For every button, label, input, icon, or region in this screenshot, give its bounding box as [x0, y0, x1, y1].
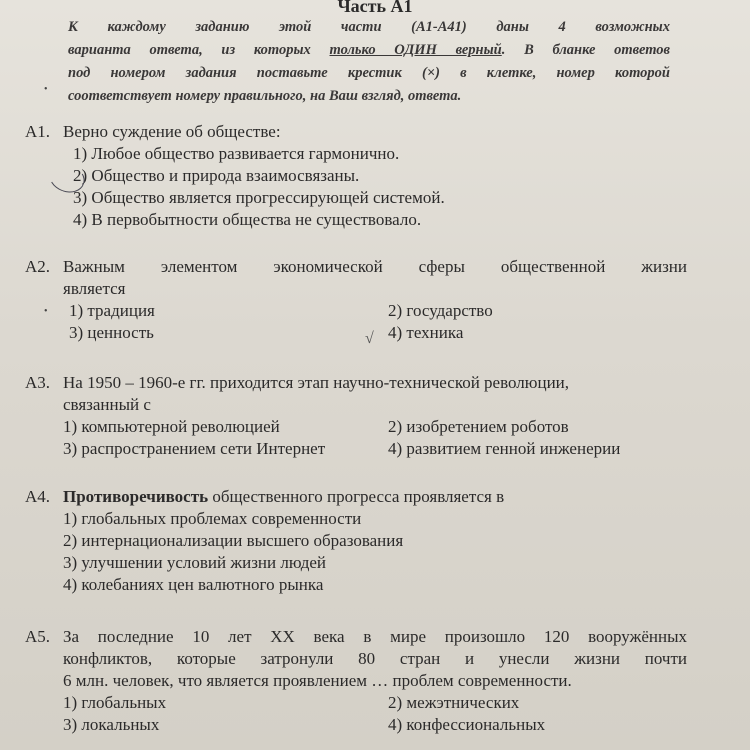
option-4: 4) конфессиональных	[388, 715, 546, 734]
question-number: А2.	[25, 257, 51, 276]
question-number: А4.	[25, 487, 51, 506]
question-number: А5.	[25, 627, 51, 646]
option-1: 1) традиция	[69, 301, 155, 320]
question-stem-line-3: 6 млн. человек, что является проявлением … проблем современности.	[63, 671, 572, 690]
pen-dot: •	[44, 84, 48, 95]
option-4: 4) техника	[388, 323, 464, 342]
options-grid	[63, 300, 687, 344]
page-title: Часть А1	[337, 0, 413, 16]
question-stem: Противоречивость общественного прогресса проявляется в	[63, 487, 505, 506]
check-mark: √	[365, 330, 374, 347]
question-stem-line-1: За последние 10 лет XX века в мире произошло 120 вооружённых	[63, 627, 687, 646]
question-stem: Верно суждение об обществе:	[63, 122, 281, 141]
option-1: 1) глобальных	[63, 693, 167, 712]
question-stem-line-1: Важным элементом экономической сферы общественной жизни	[63, 257, 687, 276]
option-1: 1) Любое общество развивается гармонично.	[73, 144, 400, 163]
question-stem-line-2: является	[63, 279, 126, 298]
question-a4	[25, 486, 687, 596]
option-2: 2) интернационализации высшего образования	[63, 531, 404, 550]
option-2: 2) государство	[388, 301, 493, 320]
question-a2	[25, 256, 687, 344]
option-2: 2) межэтнических	[388, 693, 520, 712]
option-4: 4) развитием генной инженерии	[388, 439, 621, 458]
stem-emphasis: Противоречивость	[63, 487, 209, 506]
option-4: 4) колебаниях цен валютного рынка	[63, 575, 324, 594]
question-number: А3.	[25, 373, 51, 392]
option-3: 3) распространением сети Интернет	[63, 439, 326, 458]
question-stem-line-1: На 1950 – 1960-е гг. приходится этап научно-технической революции,	[63, 373, 570, 392]
option-2: 2) изобретением роботов	[388, 417, 569, 436]
option-1: 1) компьютерной революцией	[63, 417, 280, 436]
options-grid	[63, 692, 687, 736]
instruction-line-2: варианта ответа, из которых только ОДИН верный. В бланке ответов	[68, 42, 671, 58]
instructions	[68, 16, 670, 108]
instruction-line-4: соответствует номеру правильного, на Ваш взгляд, ответа.	[68, 88, 462, 104]
question-a5	[25, 626, 687, 736]
option-3: 3) ценность	[69, 323, 154, 342]
option-3: 3) локальных	[63, 715, 160, 734]
option-3: 3) Общество является прогрессирующей системой.	[73, 188, 445, 207]
question-number: А1.	[25, 122, 51, 141]
option-3: 3) улучшении условий жизни людей	[63, 553, 326, 572]
emphasis-one-correct: только ОДИН верный	[329, 42, 502, 58]
option-1: 1) глобальных проблемах современности	[63, 509, 362, 528]
question-a3	[25, 372, 687, 460]
instruction-line-3: под номером задания поставьте крестик (×) в клетке, номер которой	[68, 65, 670, 81]
question-stem-line-2: связанный с	[63, 395, 151, 414]
pen-dot: •	[44, 306, 48, 317]
question-a1	[25, 121, 687, 231]
option-4: 4) В первобытности общества не существовало.	[73, 210, 422, 229]
options-grid	[63, 416, 687, 460]
instruction-line-1: К каждому заданию этой части (А1-А41) даны 4 возможных	[68, 19, 670, 35]
option-2: 2) Общество и природа взаимосвязаны.	[73, 166, 360, 185]
question-stem-line-2: конфликтов, которые затронули 80 стран и унесли жизни почти	[63, 649, 687, 668]
